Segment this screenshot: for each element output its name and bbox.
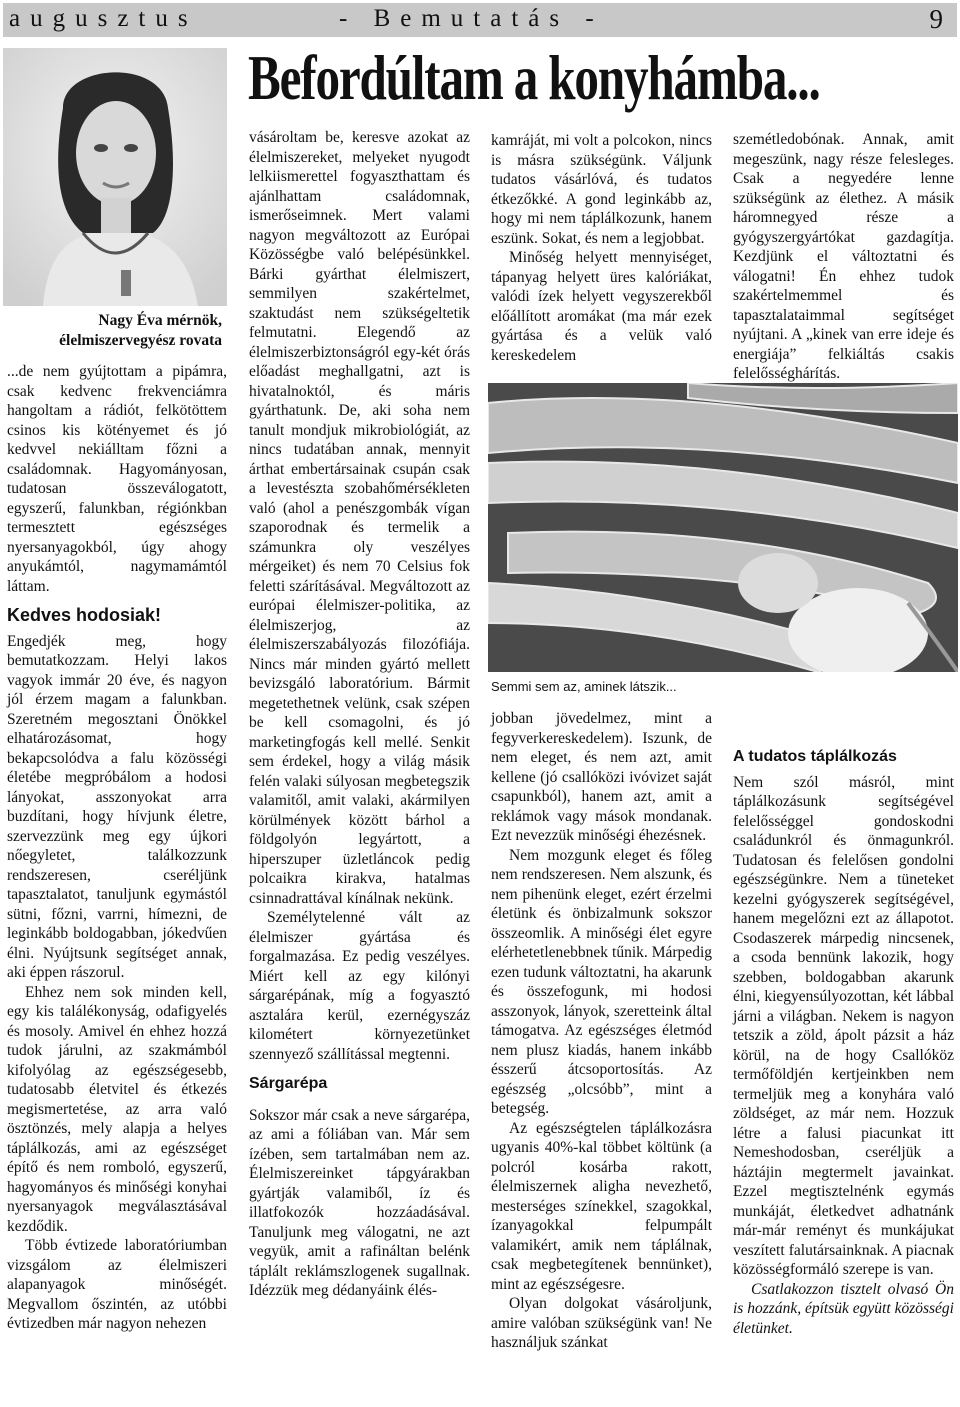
- header-section: - Bemutatás -: [339, 5, 604, 32]
- paragraph: kamráját, mi volt a polcokon, nincs is másra szükségünk. Váljunk tudatos vásárlóvá, és tudatos étkezőkké. A gond leginkább az, hogy mi nem táplálkozunk, hanem eszünk. Sokat, és nem a legjobbat.: [491, 132, 712, 247]
- paragraph: szemétledobónak. Annak, amit megeszünk, nagy része felesleges. Csak a negyedére lenne szükségünk az élethez. A másik háromnegyed része a gyógyszergyártókat gazdagítja. Kezdjünk el változtatni és válogatni! Én ehhez tudok szakértelmemmel és tapasztalataimmal segítséget nyújtani. A „kinek van erre ideje és energiája” felkiáltás csakis felelősséghárítás.: [733, 131, 954, 382]
- author-name: Nagy Éva mérnök,: [98, 312, 222, 329]
- paragraph: Személytelenné vált az élelmiszer gyártása és forgalmazása. Ez pedig veszélyes. Miért kell az egy kilónyi sárgarépának, míg a fogyasztó asztalára kerül, ezernégyszáz kilométert környezetünket szennyező szállítással megtenni.: [249, 909, 470, 1063]
- column-1: [7, 362, 227, 1334]
- author-caption: [7, 311, 222, 351]
- paragraph: Olyan dolgokat vásároljunk, amire valóban szükségünk van! Ne használjuk szánkat: [491, 1295, 712, 1351]
- paragraph: Sokszor már csak a neve sárgarépa, az ami a fóliában van. Már sem ízében, sem tartalmában nem az. Élelmiszereinket tápgyárakban gyártják valamiből, íz és illatfokozók hozzáadásával. Tanuljunk meg válogatni, ne azt vegyük, amit a rafináltan belénk táplált reklámszlogenek sugallnak. Idézzük meg dédanyáink élés-: [249, 1106, 470, 1299]
- paragraph: Nem mozgunk eleget és főleg nem rendszeresen. Nem alszunk, és nem pihenünk eleget, ezért érzelmi életünk és önbizalmunk sokszor összeomlik. A minőségi élet egyre elérhetetlenebbnek tűnik. Márpedig ezen tudunk változtatni, ha akarunk és összefogunk, mi hodosi asszonyok, lányok, szeretteink által támogatva. Az egészséges életmód nem plusz kiadás, hanem inkább ésszerű átcsoportosítás. Az egészség „olcsóbb”, mint a betegség.: [491, 846, 712, 1117]
- lead-paragraph: ...de nem gyújtottam a pipámra, csak kedvenc frekvenciámra hangoltam a rádiót, felkötöttem csinos kis kötényemet és jó kedvvel nekiálltam főzni a családomnak. Hagyományosan, tudatosan összeválogatott, egyszerű, falunkban, régiónkban termesztett egészséges nyersanyagokból, úgy ahogy anyukámtól, nagymamámtól láttam.: [7, 363, 227, 595]
- column-2: [249, 128, 470, 1301]
- column-4-top: [733, 130, 954, 384]
- paragraph: Minőség helyett mennyiséget, tápanyag helyett üres kalóriákat, valódi ízek helyett vegyszerekből előállított aromákat (ma már ezek gyártása és a velük való kereskedelem: [491, 249, 712, 364]
- column-4-bottom: [733, 747, 954, 1338]
- closing-paragraph: Csatlakozzon tisztelt olvasó Ön is hozzánk, építsük együtt közösségi életünket.: [733, 1280, 954, 1337]
- paragraph: Nem szól másról, mint táplálkozásunk segítségével felelősséggel gondoskodni családunkról és önmagunkról. Tudatosan és felelősen gondolni egészségünkre. Nem a tüneteket kezelni gyógyszerek segítségével, hanem megelőzni ezt az állapotot. Csodaszerek márpedig nincsenek, a csoda bennünk lakozik, hogy szebben, boldogabban akarunk élni, kiegyensúlyozottan, két lábbal járni a világban. Nekem is nagyon tetszik a zöld, ápolt pázsit a ház körül, na de hogy Csallóköz termőföldjén kertjeinkben nem termeljük meg a konyhára való zöldséget, az már nem. Hozzuk létre a falusi piacunkat itt Nemeshodosban, cseréljük a háztájin megtermelt javainkat. Ezzel megtisztelnénk egymás munkáját, életkedvet adhatnánk már-már reményt és munkájukat veszített falutársainknak. A piacnak közösségformáló szerepe is van.: [733, 773, 954, 1278]
- page-header: [3, 3, 957, 37]
- greeting-heading: Kedves hodosiak!: [7, 605, 162, 625]
- carrot-photo: [488, 383, 958, 672]
- paragraph: Az egészségtelen táplálkozásra ugyanis 40%-kal többet költünk (a polcról kosárba rakott, élelmiszernek aligha nevezhető, mesterséges színekkel, szagokkal, ízanyagokkal felpumpált valamikért, amik nem táplálnak, csak megbetegítenek bennünket), mint az egészségesre.: [491, 1119, 712, 1293]
- paragraph: Engedjék meg, hogy bemutatkozzam. Helyi lakos vagyok immár 20 éve, és nagyon jól érzem magam a falunkban. Szeretném megosztani Önökkel elhatározásomat, hogy bekapcsolódva a falu közösségi életébe megpróbálom a hodosi lányokat, asszonyokat arra buzdítani, hogy hívjunk életre, szervezzünk meg egy újkori nőegyletet, találkozzunk rendszeresen, cseréljünk tapasztalatot, tanuljunk egymástól sütni, főzni, varrni, hímezni, de leginkább boldogabban, jókedvűen élni. Nyújtsunk segítséget annak, aki éppen rászorul.: [7, 632, 227, 981]
- paragraph: vásároltam be, keresve azokat az élelmiszereket, melyeket nyugodt lelkiismerettel fogyaszthattam és ajánlhattam családomnak, ismerőseimnek. Mert valami nagyon megváltozott az Európai Közösségbe való belépésünkkel. Bárki gyárthat élelmiszert, semmilyen szakértelmet, szaktudást nem szükségeltetik felmutatni. Elegendő az élelmiszerbiztonságról egy-két órás előadást meghallgatni, azt is hivatalnoktól, és máris gyárthatunk. De, aki soha nem tanult mondjuk mikrobiológiát, az nincs tudatában annak, mennyit árthat embertársainak csupán csak a levestészta szobahőmérsékleten való (ahol a penészgombák vígan szaporodnak és termelik a számunkra oly veszélyes mérgeiket) és nem 70 Celsius fok feletti szárításával. Megváltozott az európai élelmiszer-politika, az élelmiszerjog, az élelmiszerszabályozás filozófiája. Nincs már minden gyártó mellett bevizsgáló laboratórium. Bármit megetethetnek velünk, csak szépen be kell csomagolni, és jó marketingfogás kell mellé. Senkit sem érdekel, hogy a világ másik felén valaki súlyosan megbetegszik valamitől, amit valaki, akármilyen körülmények között bárhol a földgolyón legyártott, a hiperszuper üzletláncok pedig polcaikra kirakva, hatalmas csinnadrattával kínálnak nekünk.: [249, 129, 470, 907]
- photo-caption: Semmi sem az, aminek látszik...: [491, 679, 677, 694]
- column-3-top: [491, 131, 712, 365]
- subheading-sargarepa: Sárgarépa: [249, 1075, 328, 1092]
- paragraph: jobban jövedelmez, mint a fegyverkereskedelem). Iszunk, de nem eleget, és nem azt, amit kellene (jó csallóközi ivóvizet saját csapunkból), hanem azt, amit a reklámok vagy mások mondanak. Ezt nevezzük minőségi éhezésnek.: [491, 710, 712, 844]
- author-photo: [3, 48, 227, 306]
- header-month: augusztus: [9, 5, 198, 32]
- paragraph: Több évtizede laboratóriumban vizsgálom az élelmiszeri alapanyagok minőségét. Megvallom őszintén, az utóbbi évtizedben már nagyon nehezen: [7, 1237, 227, 1332]
- page-number: 9: [929, 4, 943, 34]
- author-role: élelmiszervegyész rovata: [59, 332, 222, 349]
- column-3-bottom: [491, 709, 712, 1353]
- subheading-tudatos: A tudatos táplálkozás: [733, 748, 897, 765]
- paragraph: Ehhez nem sok minden kell, egy kis találékonyság, odafigyelés és mosoly. Amivel én ehhez hozzá tudok járulni, az szakmámból kifolyólag az egészségesebb, tudatosabb életvitel és étkezés megismertetése, az arra való ösztönzés, mely alapja a helyes táplálkozás, ami az egészséget építő és nem romboló, egyszerű, hagyományos és minőségi konyhai nyersanyagok megválasztásával kezdődik.: [7, 983, 227, 1235]
- article-title: Befordúltam a konyhámba...: [248, 43, 820, 113]
